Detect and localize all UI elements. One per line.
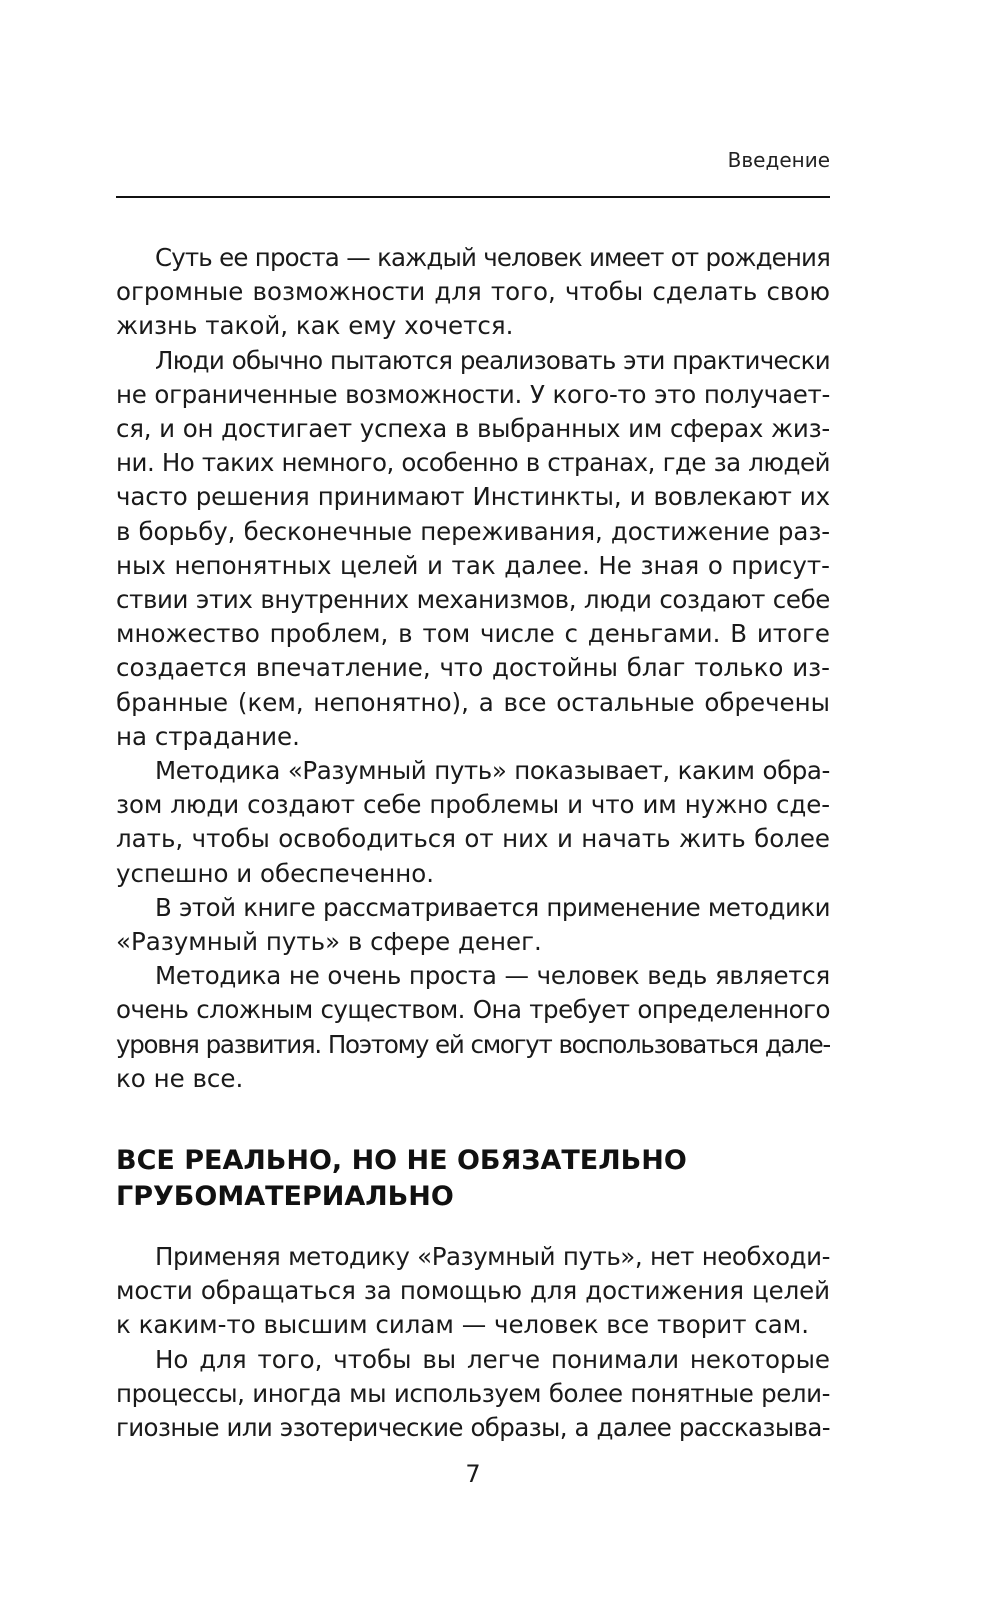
text-line: ных непонятных целей и так далее. Не зная о присут- [116, 550, 830, 580]
text-line: Суть ее проста — каждый человек имеет от рождения [155, 243, 830, 272]
text-line: уровня развития. Поэтому ей смогут воспользоваться дале- [116, 1029, 830, 1059]
text-line: ко не все. [116, 1063, 244, 1093]
running-header: Введение [727, 148, 830, 172]
text-line: гиозные или эзотерические образы, а далее рассказыва- [116, 1413, 830, 1443]
paragraph [116, 344, 830, 754]
text-line: «Разумный путь» в сфере денег. [116, 927, 542, 957]
text-line: бранные (кем, непонятно), а все остальные обречены [116, 687, 830, 717]
body-text-bottom [116, 1240, 830, 1445]
paragraph [116, 241, 830, 344]
text-line: жизнь такой, как ему хочется. [116, 311, 514, 341]
text-line: Но для того, чтобы вы легче понимали некоторые [155, 1344, 830, 1374]
text-line: очень сложным существом. Она требует определенного [116, 995, 830, 1025]
page-number: 7 [465, 1460, 481, 1488]
text-line: Люди обычно пытаются реализовать эти практически [155, 345, 830, 375]
text-line: процессы, иногда мы используем более понятные рели- [116, 1378, 830, 1408]
section-heading-line: ГРУБОМАТЕРИАЛЬНО [116, 1181, 454, 1212]
text-line: не ограниченные возможности. У кого-то это получает- [116, 379, 830, 409]
header-rule [116, 196, 830, 198]
paragraph [116, 891, 830, 959]
paragraph [116, 1343, 830, 1446]
paragraph [116, 754, 830, 891]
text-line: на страдание. [116, 721, 300, 751]
text-line: в борьбу, бесконечные переживания, достижение раз- [116, 516, 830, 546]
body-text-top [116, 241, 830, 1096]
text-line: успешно и обеспеченно. [116, 858, 435, 888]
text-line: мости обращаться за помощью для достижения целей [116, 1276, 830, 1306]
text-line: огромные возможности для того, чтобы сделать свою [116, 277, 830, 307]
text-line: Методика «Разумный путь» показывает, каким обра- [155, 756, 830, 786]
text-line: В этой книге рассматривается применение методики [155, 892, 830, 922]
text-line: зом люди создают себе проблемы и что им нужно сде- [116, 790, 830, 820]
paragraph [116, 1240, 830, 1343]
text-line: ся, и он достигает успеха в выбранных им сферах жиз- [116, 414, 830, 444]
paragraph [116, 959, 830, 1096]
text-line: ни. Но таких немного, особенно в странах, где за людей [116, 448, 830, 478]
text-line: создается впечатление, что достойны благ только из- [116, 653, 830, 683]
text-line: Методика не очень проста — человек ведь является [155, 961, 830, 991]
text-line: к каким-то высшим силам — человек все творит сам. [116, 1310, 810, 1340]
text-line: лать, чтобы освободиться от них и начать жить более [116, 824, 830, 854]
section-heading [116, 1143, 830, 1215]
text-line: ствии этих внутренних механизмов, люди создают себе [116, 585, 830, 615]
section-heading-line: ВСЕ РЕАЛЬНО, НО НЕ ОБЯЗАТЕЛЬНО [116, 1145, 687, 1176]
text-line: множество проблем, в том числе с деньгами. В итоге [116, 619, 830, 649]
text-line: Применяя методику «Разумный путь», нет необходи- [155, 1242, 830, 1271]
text-line: часто решения принимают Инстинкты, и вовлекают их [116, 482, 830, 512]
